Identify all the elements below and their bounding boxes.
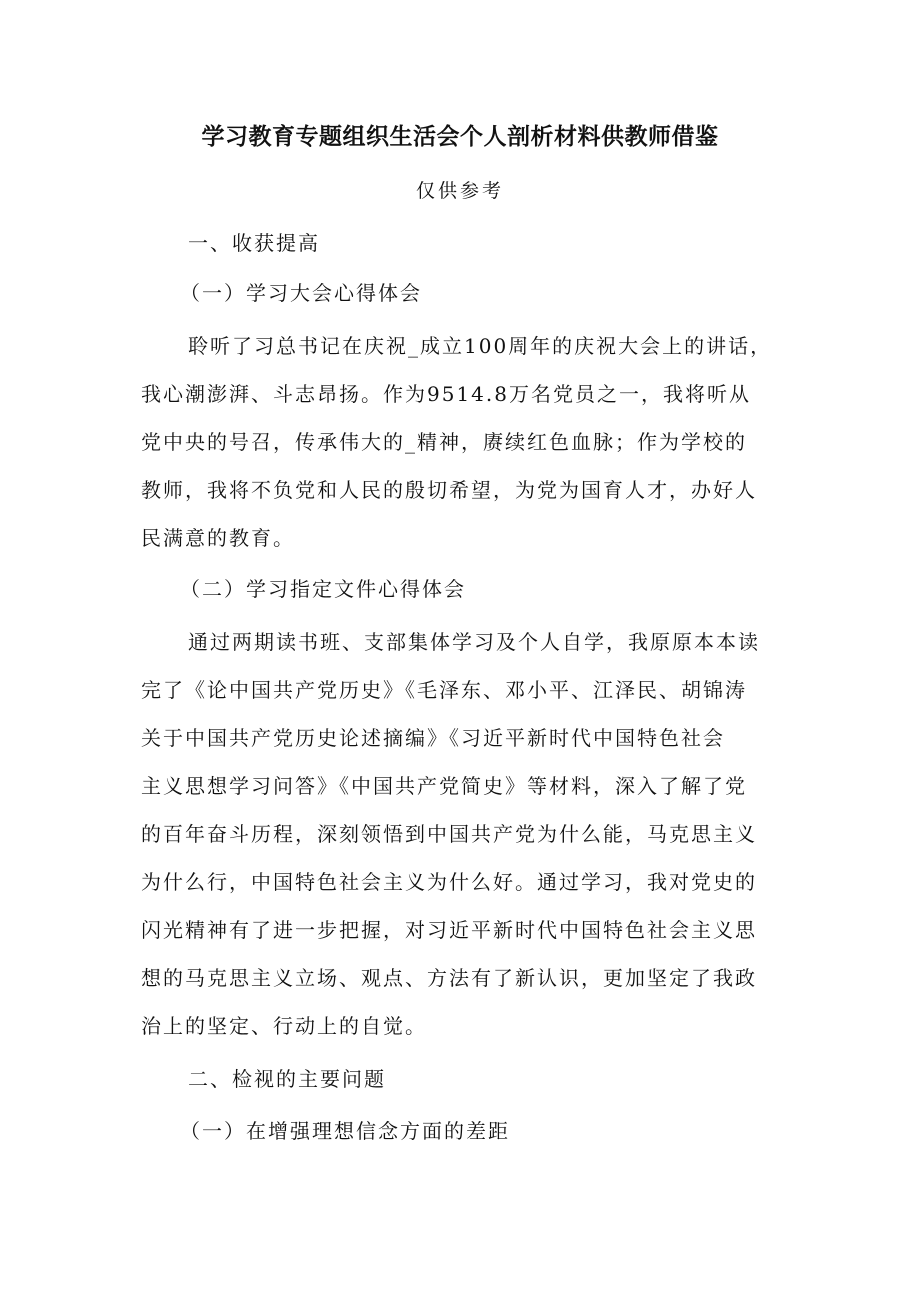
paragraph-line: 民满意的教育。 <box>141 526 295 550</box>
paragraph-line: 治上的坚定、行动上的自觉。 <box>141 1014 427 1038</box>
paragraph-line: 党中央的号召，传承伟大的_精神，赓续红色血脉；作为学校的 <box>141 430 747 454</box>
subsection-heading: （一）学习大会心得体会 <box>180 281 422 305</box>
paragraph-line: 教师，我将不负党和人民的殷切希望，为党为国育人才，办好人 <box>141 478 757 502</box>
paragraph-line: 完了《论中国共产党历史》《毛泽东、邓小平、江泽民、胡锦涛 <box>141 678 747 702</box>
paragraph-line: 主义思想学习问答》《中国共产党简史》等材料，深入了解了党 <box>141 774 747 798</box>
paragraph-line: 我心潮澎湃、斗志昂扬。作为9514.8万名党员之一，我将听从 <box>141 382 751 406</box>
section-heading: 二、检视的主要问题 <box>188 1067 386 1091</box>
paragraph-line: 关于中国共产党历史论述摘编》《习近平新时代中国特色社会 <box>141 726 725 750</box>
paragraph-line: 为什么行，中国特色社会主义为什么好。通过学习，我对党史的 <box>141 870 757 894</box>
paragraph-line: 通过两期读书班、支部集体学习及个人自学，我原原本本读 <box>188 630 760 654</box>
paragraph-line: 的百年奋斗历程，深刻领悟到中国共产党为什么能，马克思主义 <box>141 822 757 846</box>
paragraph-line: 想的马克思主义立场、观点、方法有了新认识，更加坚定了我政 <box>141 966 757 990</box>
section-heading: 一、收获提高 <box>188 231 320 255</box>
subsection-heading: （二）学习指定文件心得体会 <box>180 577 466 601</box>
paragraph-line: 聆听了习总书记在庆祝_成立100周年的庆祝大会上的讲话， <box>188 334 773 358</box>
document-subtitle: 仅供参考 <box>415 180 504 202</box>
document-title: 学习教育专题组织生活会个人剖析材料供教师借鉴 <box>201 124 719 150</box>
subsection-heading: （一）在增强理想信念方面的差距 <box>180 1119 510 1143</box>
paragraph-line: 闪光精神有了进一步把握，对习近平新时代中国特色社会主义思 <box>141 918 757 942</box>
